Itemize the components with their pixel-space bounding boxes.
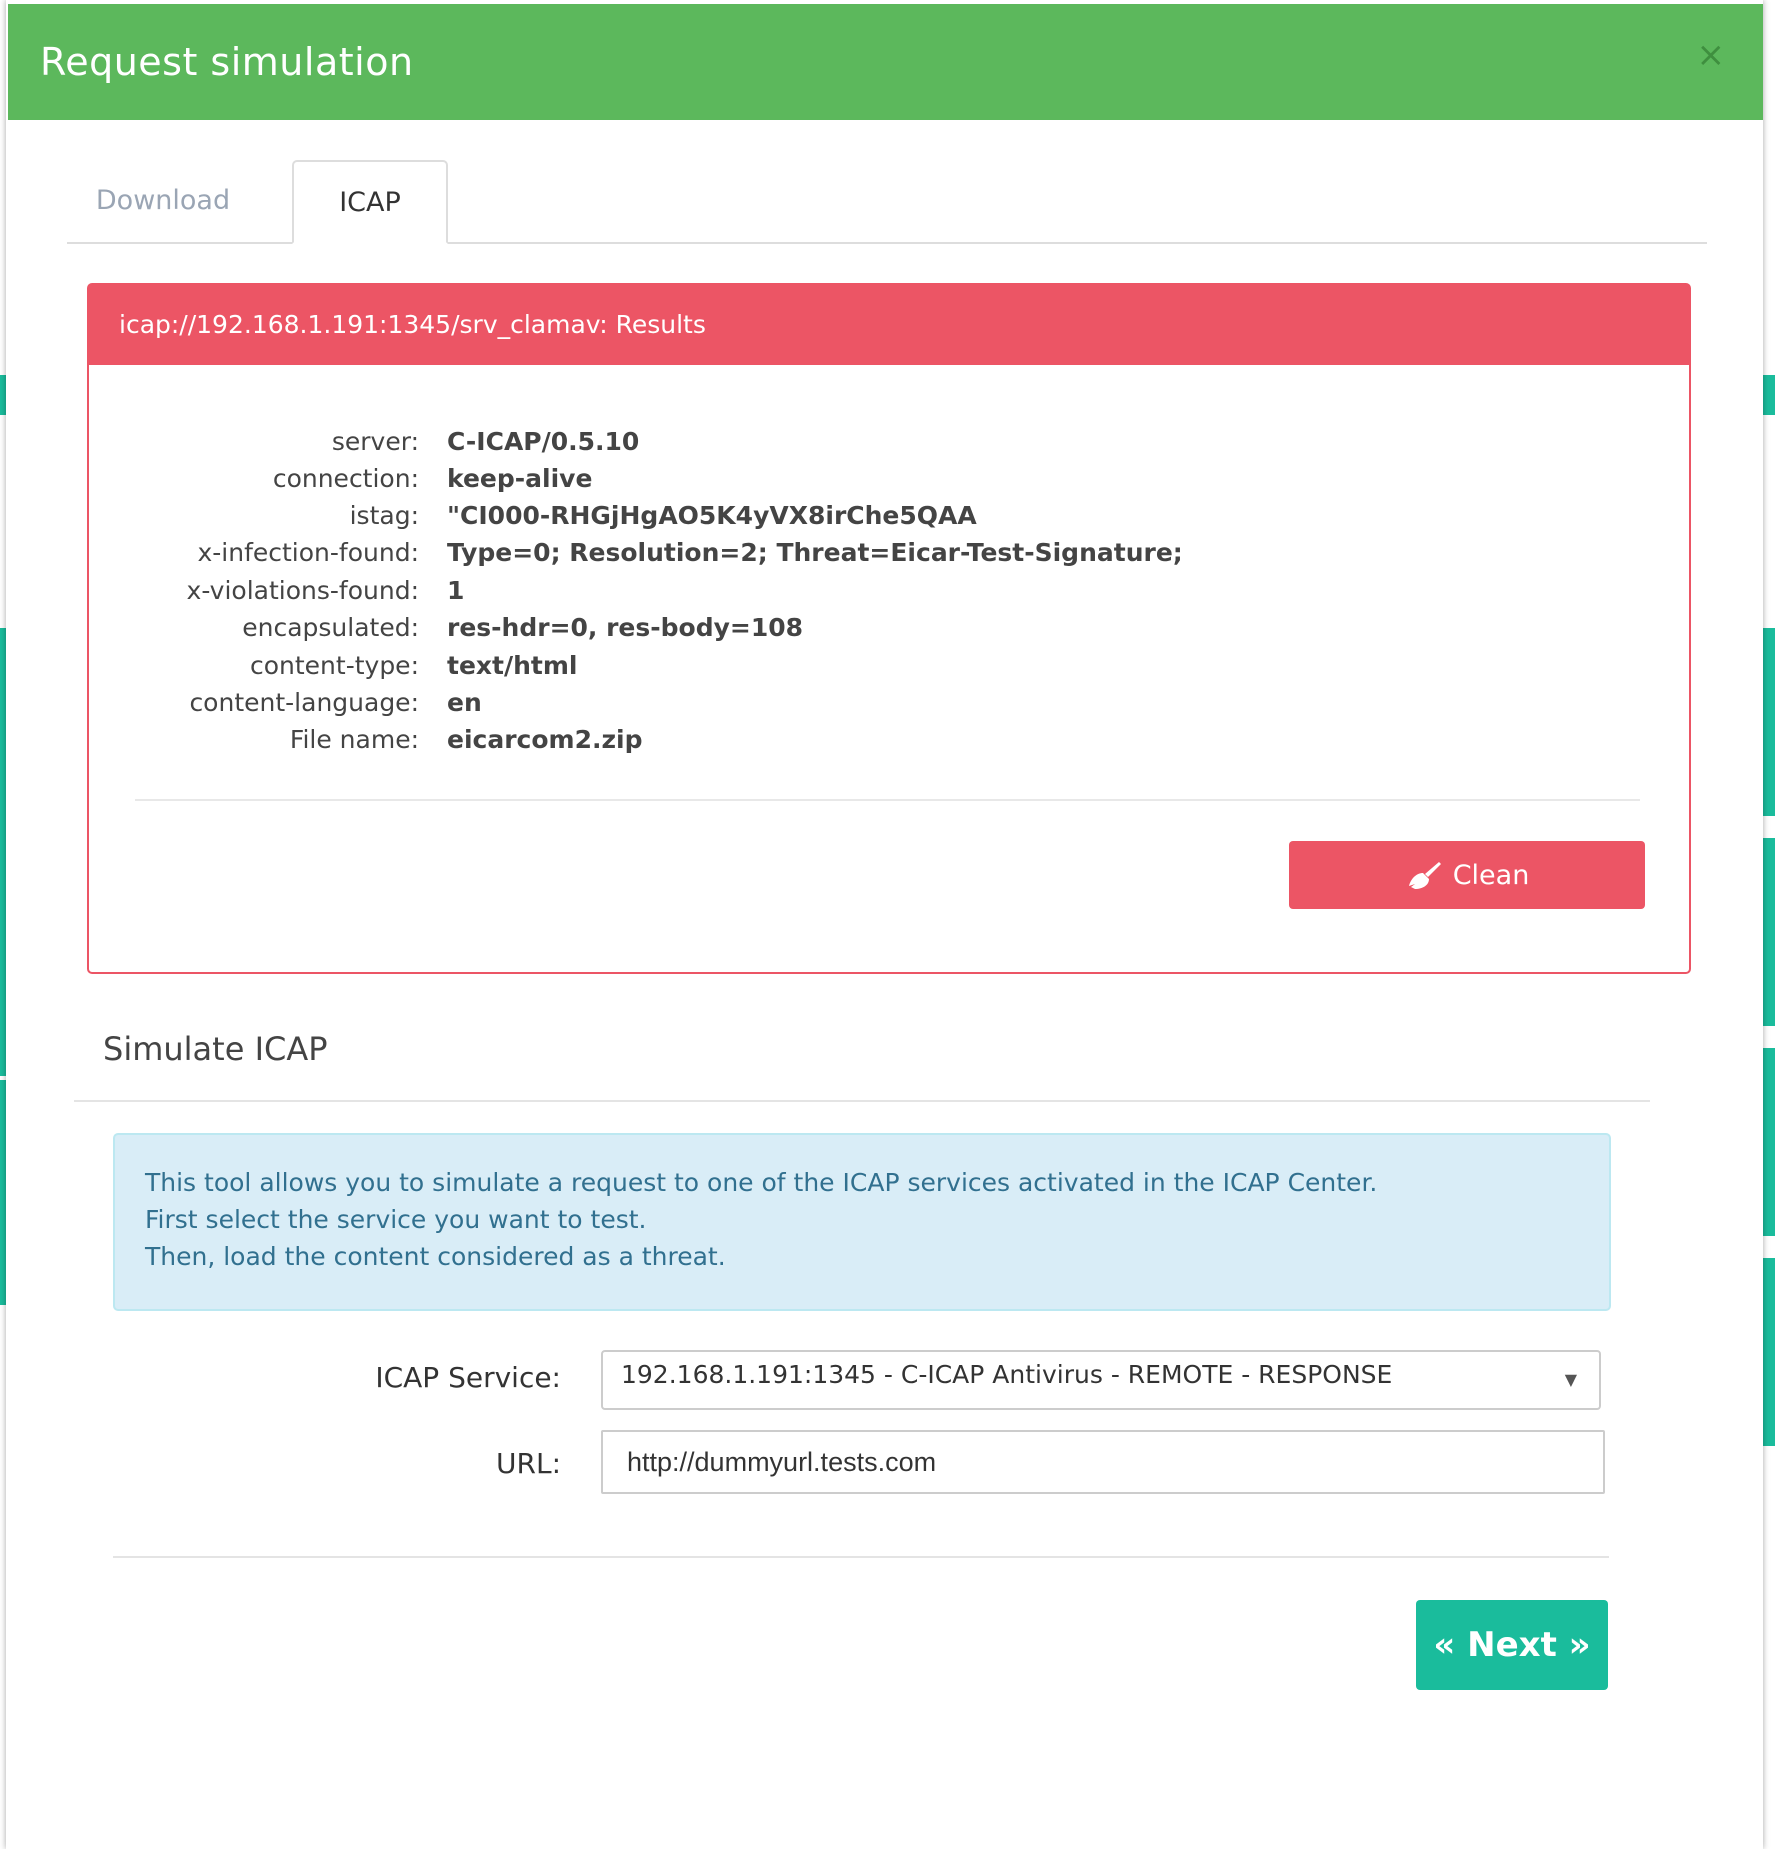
simulate-icap-title: Simulate ICAP — [103, 1030, 328, 1068]
background-teal-card-right-4 — [1763, 1258, 1775, 1446]
icap-service-select[interactable] — [601, 1350, 1601, 1410]
result-row-connection — [89, 464, 1689, 501]
results-header: icap://192.168.1.191:1345/srv_clamav: Results — [89, 285, 1689, 365]
results-panel — [87, 283, 1691, 974]
form-divider — [113, 1556, 1609, 1558]
icap-service-selected-value: 192.168.1.191:1345 - C-ICAP Antivirus - REMOTE - RESPONSE — [621, 1360, 1393, 1389]
icap-service-label: ICAP Service: — [375, 1361, 561, 1394]
tab-icap[interactable]: ICAP — [292, 160, 448, 244]
result-key: x-infection-found: — [197, 538, 419, 567]
clean-button-label: Clean — [1452, 859, 1530, 891]
section-divider — [74, 1100, 1650, 1102]
background-teal-card-right-2 — [1763, 838, 1775, 1026]
result-value: "CI000-RHGjHgAO5K4yVX8irChe5QAA — [447, 501, 977, 530]
result-key: content-language: — [189, 688, 419, 717]
info-alert — [113, 1133, 1611, 1311]
broom-icon — [1405, 860, 1443, 890]
results-divider — [135, 799, 1640, 801]
background-teal-strip-right — [1763, 375, 1775, 415]
result-key: x-violations-found: — [186, 576, 419, 605]
background-teal-card-right-1 — [1763, 628, 1775, 816]
result-value: Type=0; Resolution=2; Threat=Eicar-Test-Signature; — [447, 538, 1183, 567]
result-row-encapsulated — [89, 613, 1689, 650]
result-row-x-infection-found — [89, 538, 1689, 575]
result-row-content-language — [89, 688, 1689, 725]
result-key: server: — [331, 427, 419, 456]
info-line: This tool allows you to simulate a request to one of the ICAP services activated in the ICAP Center. — [145, 1168, 1378, 1197]
next-button[interactable]: « Next » — [1416, 1600, 1608, 1690]
result-key: content-type: — [249, 651, 419, 680]
info-line: Then, load the content considered as a threat. — [145, 1242, 726, 1271]
modal-title: Request simulation — [40, 40, 414, 84]
tab-download[interactable]: Download — [95, 185, 231, 216]
result-key: connection: — [272, 464, 419, 493]
result-key: File name: — [289, 725, 419, 754]
result-row-istag — [89, 501, 1689, 538]
clean-button[interactable] — [1289, 841, 1645, 909]
url-input[interactable] — [601, 1430, 1605, 1494]
result-row-x-violations-found — [89, 576, 1689, 613]
result-row-content-type — [89, 651, 1689, 688]
result-row-file-name — [89, 725, 1689, 762]
result-row-server — [89, 427, 1689, 464]
request-simulation-modal — [6, 0, 1763, 1849]
result-value: text/html — [447, 651, 578, 680]
tab-bar — [67, 160, 1707, 244]
result-value: eicarcom2.zip — [447, 725, 643, 754]
result-key: istag: — [349, 501, 419, 530]
result-value: 1 — [447, 576, 465, 605]
info-line: First select the service you want to test. — [145, 1205, 647, 1234]
result-key: encapsulated: — [242, 613, 419, 642]
background-teal-card-right-3 — [1763, 1048, 1775, 1236]
caret-down-icon: ▼ — [1564, 1370, 1577, 1389]
close-icon[interactable]: × — [1696, 35, 1725, 75]
url-label: URL: — [496, 1447, 561, 1480]
result-value: en — [447, 688, 482, 717]
result-value: res-hdr=0, res-body=108 — [447, 613, 804, 642]
modal-header — [8, 4, 1763, 120]
result-value: keep-alive — [447, 464, 593, 493]
result-value: C-ICAP/0.5.10 — [447, 427, 640, 456]
